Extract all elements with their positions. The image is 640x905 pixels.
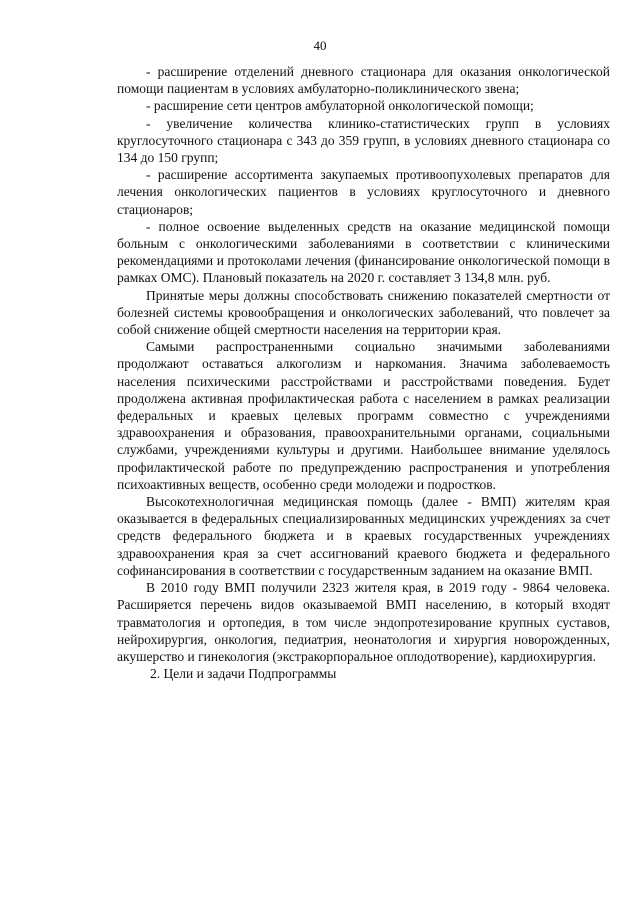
paragraph-high-tech-care: Высокотехнологичная медицинская помощь (далее - ВМП) жителям края оказывается в федеральных специализированных медицинских учреждениях за счет средств федерального бюджета и в краевых государственных учреждениях здравоохранения края за счет ассигнований краевого бюджета и федерального софинансирования в соответствии с государственным заданием на оказание ВМП. bbox=[117, 494, 610, 578]
section-heading: 2. Цели и задачи Подпрограммы bbox=[150, 666, 337, 682]
document-body bbox=[117, 63, 610, 682]
paragraph-social-diseases: Самыми распространенными социально значимыми заболеваниями продолжают оставаться алкоголизм и наркомания. Значима заболеваемость населения психическими расстройствами и расстройствами поведения. Будет продолжена активная профилактическая работа с населением в рамках реализации федеральных и краевых целевых программ совместно с учреждениями здравоохранения и образования, правоохранительными органами, социальными службами, учреждениями культуры и другими. Наибольшее внимание уделялось профилактической работе по предупреждению распространения и употребления психоактивных веществ, особенно среди молодежи и подростков. bbox=[117, 339, 610, 492]
paragraph-high-tech-statistics: В 2010 году ВМП получили 2323 жителя края, в 2019 году - 9864 человека. Расширяется перечень видов оказываемой ВМП населению, в который входят травматология и ортопедия, в том числе эндопротезирование крупных суставов, нейрохирургия, онкология, педиатрия, неонатология и хирургия новорожденных, акушерство и гинекология (экстракорпоральное оплодотворение), кардиохирургия. bbox=[117, 580, 610, 664]
page-number: 40 bbox=[313, 38, 327, 53]
paragraph-mortality-measures: Принятые меры должны способствовать снижению показателей смертности от болезней системы кровообращения и онкологических заболеваний, что повлечет за собой снижение общей смертности населения на территории края. bbox=[117, 287, 610, 338]
paragraph-bullet-outpatient-centers: - расширение сети центров амбулаторной онкологической помощи; bbox=[146, 98, 534, 114]
paragraph-bullet-clinical-groups: - увеличение количества клинико-статистических групп в условиях круглосуточного стационара с 343 до 359 групп, в условиях дневного стационара со 134 до 150 групп; bbox=[117, 115, 610, 166]
paragraph-bullet-day-hospital: - расширение отделений дневного стационара для оказания онкологической помощи пациентам в условиях амбулаторно-поликлинического звена; bbox=[117, 64, 610, 97]
paragraph-bullet-funds-utilization: - полное освоение выделенных средств на оказание медицинской помощи больным с онкологическими заболеваниями в соответствии с клиническими рекомендациями и протоколами лечения (финансирование онкологической помощи в рамках ОМС). Плановый показатель на 2020 г. составляет 3 134,8 млн. руб. bbox=[117, 218, 610, 286]
paragraph-bullet-drug-assortment: - расширение ассортимента закупаемых противоопухолевых препаратов для лечения онкологических пациентов в условиях круглосуточного и дневного стационаров; bbox=[117, 167, 610, 217]
